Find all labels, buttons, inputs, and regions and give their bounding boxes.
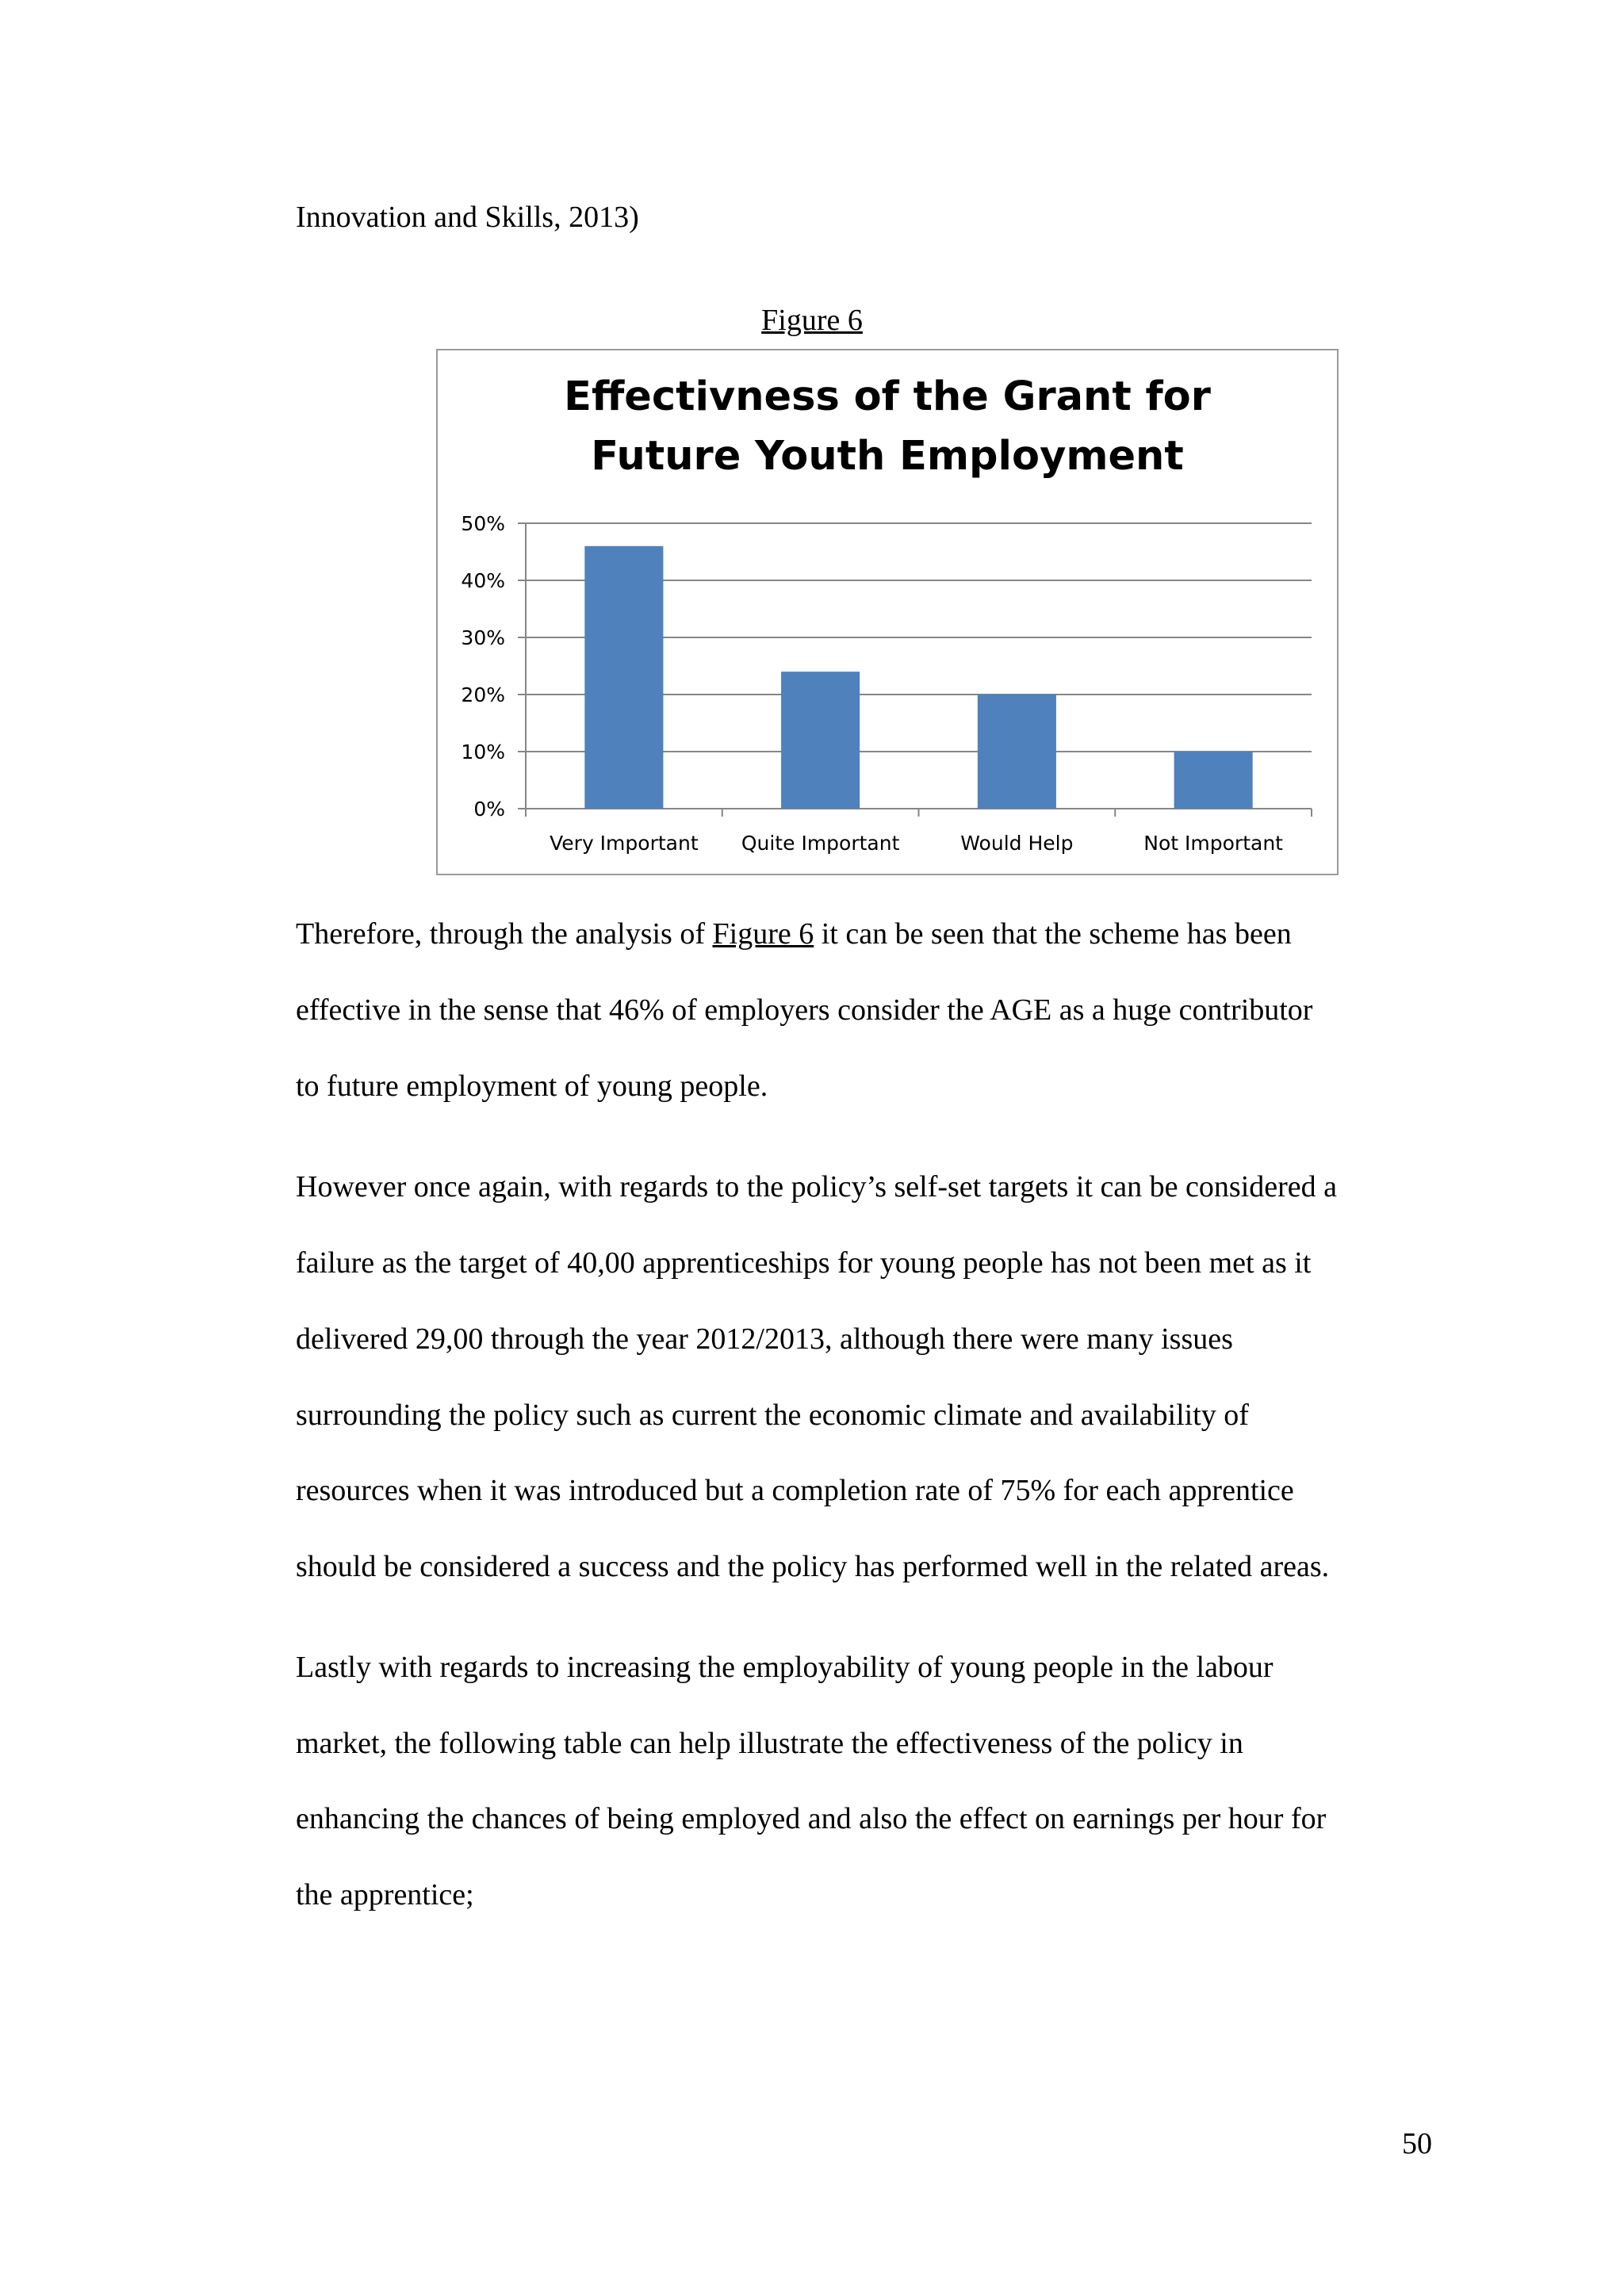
figure-6-link[interactable]: Figure 6: [712, 917, 814, 951]
chart-title-line-1: Effectivness of the Grant for: [564, 373, 1211, 420]
para2-line3: delivered 29,00 through the year 2012/2013, although there were many issues: [296, 1322, 1233, 1356]
x-tick-label: Not Important: [1143, 832, 1283, 855]
x-tick-label: Very Important: [550, 832, 699, 855]
x-tick-label: Would Help: [960, 832, 1074, 855]
figure-6-chart: [436, 349, 1339, 875]
y-tick-label: 50%: [461, 512, 505, 535]
y-tick-label: 0%: [473, 798, 505, 821]
y-tick-label: 40%: [461, 569, 505, 592]
para3-line3: enhancing the chances of being employed and also the effect on earnings per hour for: [296, 1802, 1327, 1835]
para1-line1: [296, 915, 1292, 953]
figure-caption: [0, 301, 1624, 339]
para1-line1-pre: Therefore, through the analysis of: [296, 917, 713, 951]
para3-line2: market, the following table can help illustrate the effectiveness of the policy in: [296, 1727, 1243, 1760]
bar-would-help: [978, 695, 1056, 809]
para1-line3: to future employment of young people.: [296, 1070, 768, 1103]
page-number: 50: [1402, 2127, 1432, 2160]
chart-svg: [438, 350, 1337, 874]
para2-line4: surrounding the policy such as current the economic climate and availability of: [296, 1399, 1249, 1432]
para2-line1: However once again, with regards to the policy’s self-set targets it can be considered a: [296, 1170, 1338, 1203]
top-line: Innovation and Skills, 2013): [296, 201, 639, 234]
x-tick-label: Quite Important: [741, 832, 900, 855]
y-tick-label: 30%: [461, 626, 505, 649]
chart-title-line-2: Future Youth Employment: [591, 433, 1184, 480]
y-tick-label: 10%: [461, 740, 505, 763]
para3-line1: Lastly with regards to increasing the employability of young people in the labour: [296, 1651, 1274, 1684]
bar-quite-important: [781, 672, 860, 809]
figure-caption-text: Figure 6: [761, 304, 863, 337]
para1-line1-post: it can be seen that the scheme has been: [814, 917, 1292, 951]
y-tick-label: 20%: [461, 683, 505, 706]
para2-line5: resources when it was introduced but a completion rate of 75% for each apprentice: [296, 1474, 1294, 1507]
para1-line2: effective in the sense that 46% of employers consider the AGE as a huge contributor: [296, 993, 1313, 1027]
bar-very-important: [584, 546, 663, 809]
para2-line2: failure as the target of 40,00 apprenticeships for young people has not been met as it: [296, 1246, 1312, 1280]
para3-line4: the apprentice;: [296, 1878, 474, 1911]
bar-not-important: [1174, 752, 1253, 809]
para2-line6: should be considered a success and the policy has performed well in the related areas.: [296, 1550, 1330, 1583]
